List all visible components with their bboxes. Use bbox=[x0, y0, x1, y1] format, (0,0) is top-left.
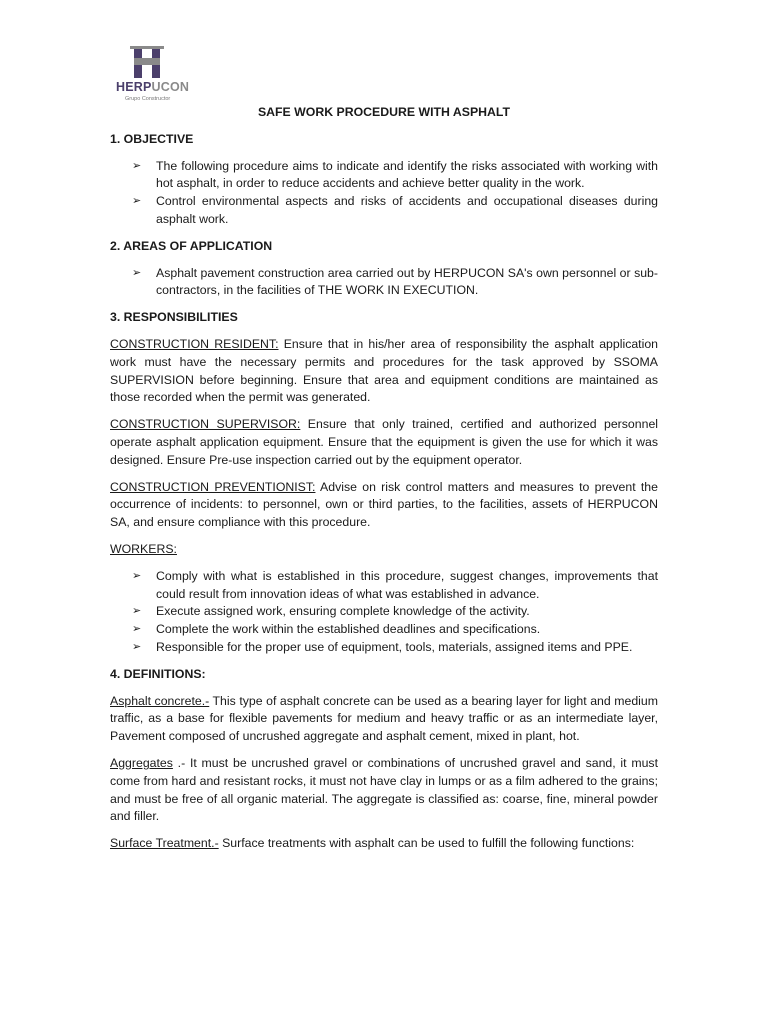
resident-label: CONSTRUCTION RESIDENT: bbox=[110, 336, 279, 351]
list-item-text: Complete the work within the established deadlines and specifications. bbox=[156, 622, 541, 637]
list-item-text: Responsible for the proper use of equipment, tools, materials, assigned items and PPE. bbox=[156, 639, 633, 654]
list-item-text: Control environmental aspects and risks of accidents and occupational diseases during asphalt work. bbox=[156, 194, 658, 226]
supervisor-text: Ensure that only trained, certified and authorized personnel operate asphalt application equipment. Ensure that the equipment is given the use for which it was designed. Ensure Pre-use inspection carried out by the equipment operator. bbox=[110, 417, 659, 467]
list-item bbox=[110, 603, 658, 621]
supervisor-label: CONSTRUCTION SUPERVISOR: bbox=[110, 417, 301, 432]
paragraph-preventionist bbox=[110, 479, 658, 532]
preventionist-label: CONSTRUCTION PREVENTIONIST: bbox=[110, 479, 316, 494]
section-heading-objective: 1. OBJECTIVE bbox=[110, 131, 194, 146]
section-heading-definitions: 4. DEFINITIONS: bbox=[110, 666, 206, 681]
list-item bbox=[110, 193, 658, 229]
asphalt-concrete-label: Asphalt concrete.- bbox=[110, 693, 210, 708]
arrow-bullet-icon: ➢ bbox=[132, 640, 142, 653]
list-item bbox=[110, 158, 658, 194]
paragraph-resident bbox=[110, 336, 658, 407]
list-item bbox=[110, 621, 658, 639]
workers-label: WORKERS: bbox=[110, 541, 177, 556]
list-item-text: Asphalt pavement construction area carried out by HERPUCON SA's own personnel or sub-contractors, in the facilities of THE WORK IN EXECUTION. bbox=[156, 265, 658, 298]
aggregates-text: .- It must be uncrushed gravel or combinations of uncrushed gravel and sand, it must come from hard and resistant rocks, it must not have clay in lumps or as a film adhered to the grains; and must be free of all organic material. The aggregate is classified as: coarse, fine, mineral powder and filler. bbox=[110, 755, 658, 824]
herpucon-mark-icon bbox=[130, 44, 166, 80]
arrow-bullet-icon: ➢ bbox=[132, 195, 142, 208]
paragraph-workers bbox=[110, 541, 658, 559]
paragraph-aggregates bbox=[110, 755, 658, 826]
arrow-bullet-icon: ➢ bbox=[132, 623, 142, 636]
document-title: SAFE WORK PROCEDURE WITH ASPHALT bbox=[257, 105, 511, 119]
arrow-bullet-icon: ➢ bbox=[132, 159, 142, 172]
document-body bbox=[110, 104, 658, 862]
company-logo bbox=[112, 44, 200, 104]
arrow-bullet-icon: ➢ bbox=[132, 569, 142, 582]
section-heading-areas: 2. AREAS OF APPLICATION bbox=[110, 238, 273, 253]
paragraph-supervisor bbox=[110, 416, 658, 469]
paragraph-asphalt-concrete bbox=[110, 693, 658, 746]
logo-wordmark bbox=[116, 80, 189, 94]
preventionist-text: Advise on risk control matters and measures to prevent the occurrence of incidents: to personnel, own or third parties, to the facilities, assets of HERPUCON SA, and ensure compliance with this procedure. bbox=[110, 479, 658, 530]
list-item bbox=[110, 265, 658, 301]
list-item bbox=[110, 568, 658, 604]
logo-word-dark: HERP bbox=[116, 80, 152, 94]
logo-subtitle: Grupo Constructor bbox=[125, 96, 171, 102]
areas-list bbox=[110, 265, 658, 301]
section-heading-responsibilities: 3. RESPONSIBILITIES bbox=[110, 310, 238, 325]
arrow-bullet-icon: ➢ bbox=[132, 605, 142, 618]
aggregates-label: Aggregates bbox=[110, 755, 173, 770]
list-item-text: Execute assigned work, ensuring complete knowledge of the activity. bbox=[156, 604, 530, 619]
list-item-text: The following procedure aims to indicate and identify the risks associated with working with hot asphalt, in order to reduce accidents and achieve better quality in the work. bbox=[156, 158, 658, 191]
asphalt-concrete-text: This type of asphalt concrete can be used as a bearing layer for light and medium traffic, as a base for flexible pavements for medium and heavy traffic or as an intermediate layer, Pavement composed of uncrushed aggregate and asphalt cement, mixed in plant, hot. bbox=[110, 693, 658, 744]
surface-treatment-label: Surface Treatment.- bbox=[110, 836, 219, 851]
logo-word-grey: UCON bbox=[151, 80, 190, 94]
surface-treatment-text: Surface treatments with asphalt can be used to fulfill the following functions: bbox=[218, 836, 635, 851]
list-item-text: Comply with what is established in this procedure, suggest changes, improvements that could result from innovation ideas of what was established in advance. bbox=[156, 568, 658, 601]
list-item bbox=[110, 639, 658, 657]
resident-text: Ensure that in his/her area of responsibility the asphalt application work must have the necessary permits and procedures for the task approved by SSOMA SUPERVISION before beginning. Ensure that area and equipment conditions are maintained as those recorded when the permit was generated. bbox=[110, 336, 659, 405]
objective-list bbox=[110, 158, 658, 229]
workers-list bbox=[110, 568, 658, 657]
arrow-bullet-icon: ➢ bbox=[132, 266, 142, 279]
paragraph-surface-treatment bbox=[110, 835, 658, 853]
